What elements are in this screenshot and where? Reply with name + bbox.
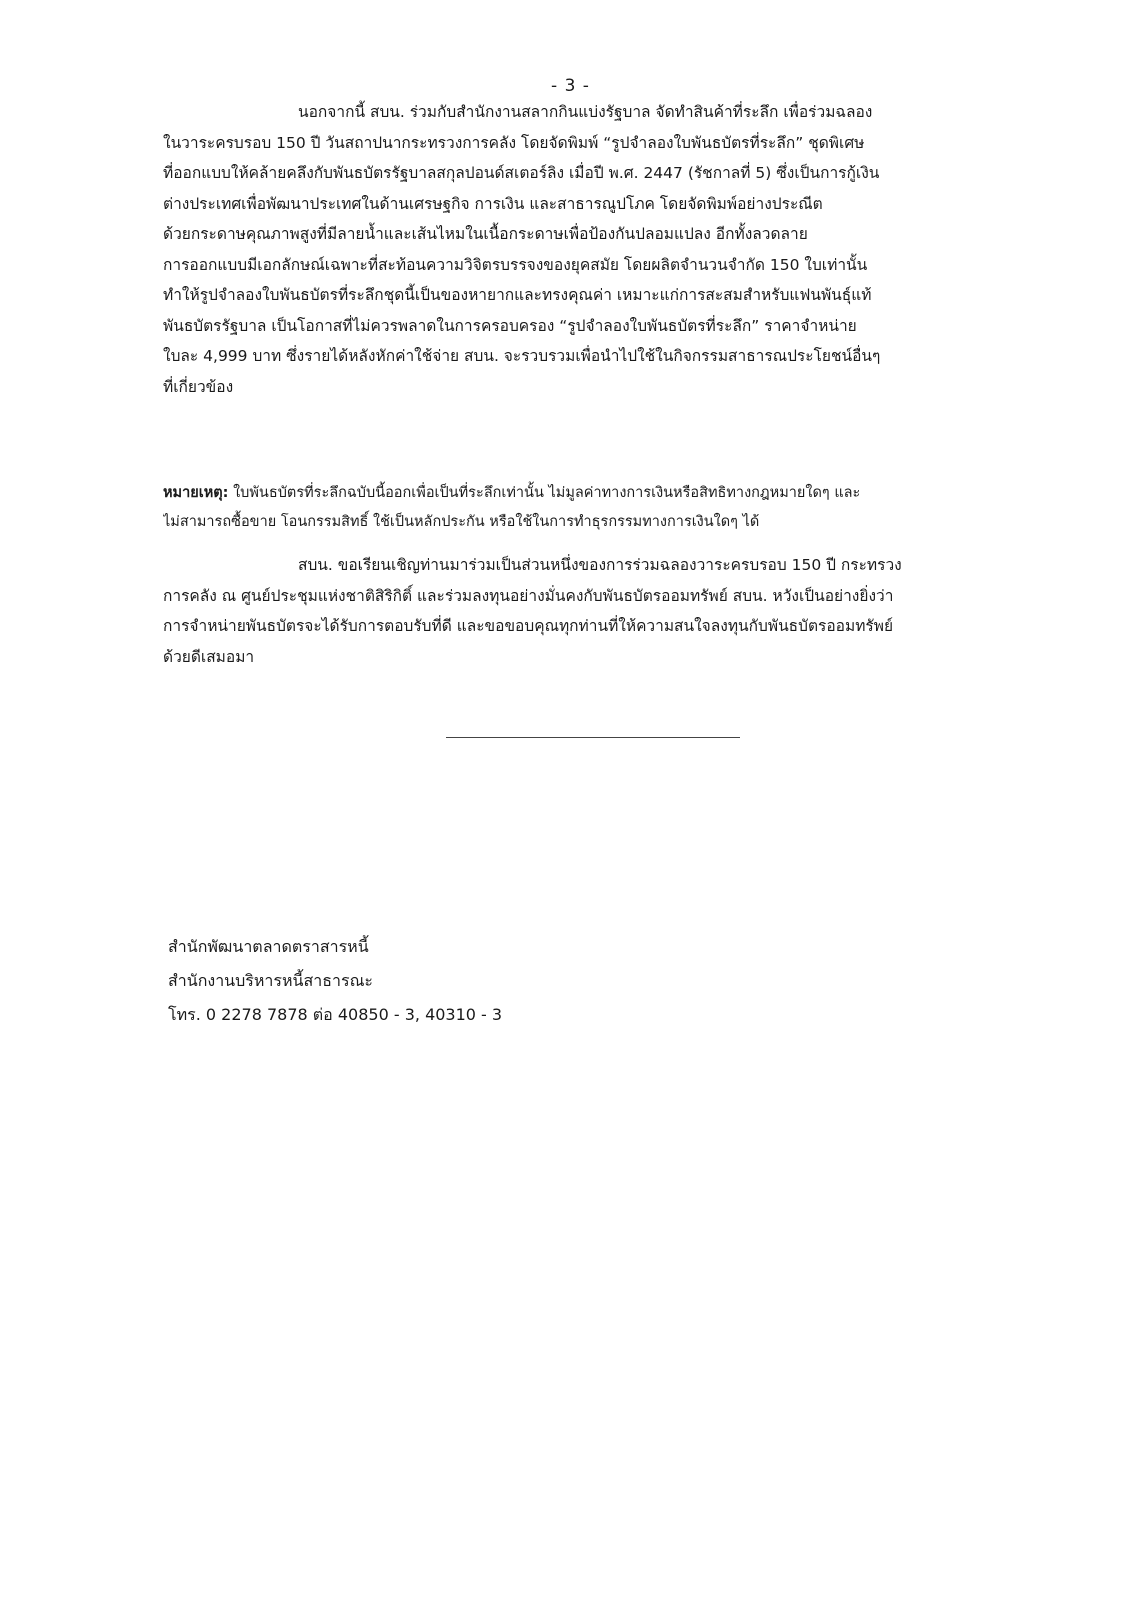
paragraph-line: ในวาระครบรอบ 150 ปี วันสถาปนากระทรวงการคลัง โดยจัดพิมพ์ “รูปจำลองใบพันธบัตรที่ระลึก” ชุดพิเศษ <box>163 133 865 152</box>
paragraph-line: ใบละ 4,999 บาท ซึ่งรายได้หลังหักค่าใช้จ่าย สบน. จะรวบรวมเพื่อนำไปใช้ในกิจกรรมสาธารณประโยชน์อื่นๆ <box>163 347 881 365</box>
paragraph-line: ต่างประเทศเพื่อพัฒนาประเทศในด้านเศรษฐกิจ การเงิน และสาธารณูปโภค โดยจัดพิมพ์อย่างประณีต <box>163 194 823 213</box>
note-text: ใบพันธบัตรที่ระลึกฉบับนี้ออกเพื่อเป็นที่ระลึกเท่านั้น ไม่มูลค่าทางการเงินหรือสิทธิทางกฎหมายใดๆ และ <box>233 485 861 501</box>
paragraph-line: ทำให้รูปจำลองใบพันธบัตรที่ระลึกชุดนี้เป็นของหายากและทรงคุณค่า เหมาะแก่การสะสมสำหรับแฟนพันธุ์แท้ <box>163 286 872 304</box>
paragraph-souvenir-bond <box>163 97 1023 402</box>
paragraph-line: การจำหน่ายพันธบัตรจะได้รับการตอบรับที่ดี และขอขอบคุณทุกท่านที่ให้ความสนใจลงทุนกับพันธบัตรออมทรัพย์ <box>163 617 894 635</box>
note-label: หมายเหตุ: <box>163 485 229 501</box>
paragraph-line: ที่ออกแบบให้คล้ายคลึงกับพันธบัตรรัฐบาลสกุลปอนด์สเตอร์ลิง เมื่อปี พ.ศ. 2447 (รัชกาลที่ 5) ซึ่งเป็นการกู้เงิน <box>163 164 880 182</box>
note-block <box>163 479 1023 536</box>
paragraph-line: ด้วยกระดาษคุณภาพสูงที่มีลายน้ำและเส้นไหมในเนื้อกระดาษเพื่อป้องกันปลอมแปลง อีกทั้งลวดลาย <box>163 225 808 243</box>
footer-office: สำนักพัฒนาตลาดตราสารหนี้ <box>168 937 369 956</box>
paragraph-line: สบน. ขอเรียนเชิญท่านมาร่วมเป็นส่วนหนึ่งของการร่วมฉลองวาระครบรอบ 150 ปี กระทรวง <box>298 556 902 574</box>
footer-contact <box>168 930 502 1032</box>
paragraph-line: ที่เกี่ยวข้อง <box>163 377 234 396</box>
footer-agency: สำนักงานบริหารหนี้สาธารณะ <box>168 971 373 990</box>
paragraph-line: พันธบัตรรัฐบาล เป็นโอกาสที่ไม่ควรพลาดในการครอบครอง “รูปจำลองใบพันธบัตรที่ระลึก” ราคาจำหน่าย <box>163 316 857 335</box>
paragraph-line: การออกแบบมีเอกลักษณ์เฉพาะที่สะท้อนความวิจิตรบรรจงของยุคสมัย โดยผลิตจำนวนจำกัด 150 ใบเท่านั้น <box>163 255 868 274</box>
footer-phone: โทร. 0 2278 7878 ต่อ 40850 - 3, 40310 - 3 <box>168 1005 503 1024</box>
paragraph-line: ด้วยดีเสมอมา <box>163 647 255 666</box>
note-line: ไม่สามารถซื้อขาย โอนกรรมสิทธิ์ ใช้เป็นหลักประกัน หรือใช้ในการทำธุรกรรมทางการเงินใดๆ ได้ <box>163 513 760 530</box>
paragraph-line: การคลัง ณ ศูนย์ประชุมแห่งชาติสิริกิติ์ และร่วมลงทุนอย่างมั่นคงกับพันธบัตรออมทรัพย์ สบน. หวังเป็นอย่างยิ่งว่า <box>163 586 894 605</box>
paragraph-invitation <box>163 550 1023 672</box>
note-line <box>163 479 1023 508</box>
page-number: - 3 - <box>551 76 590 96</box>
divider-line <box>446 737 740 738</box>
paragraph-line: นอกจากนี้ สบน. ร่วมกับสำนักงานสลากกินแบ่งรัฐบาล จัดทำสินค้าที่ระลึก เพื่อร่วมฉลอง <box>298 103 873 121</box>
